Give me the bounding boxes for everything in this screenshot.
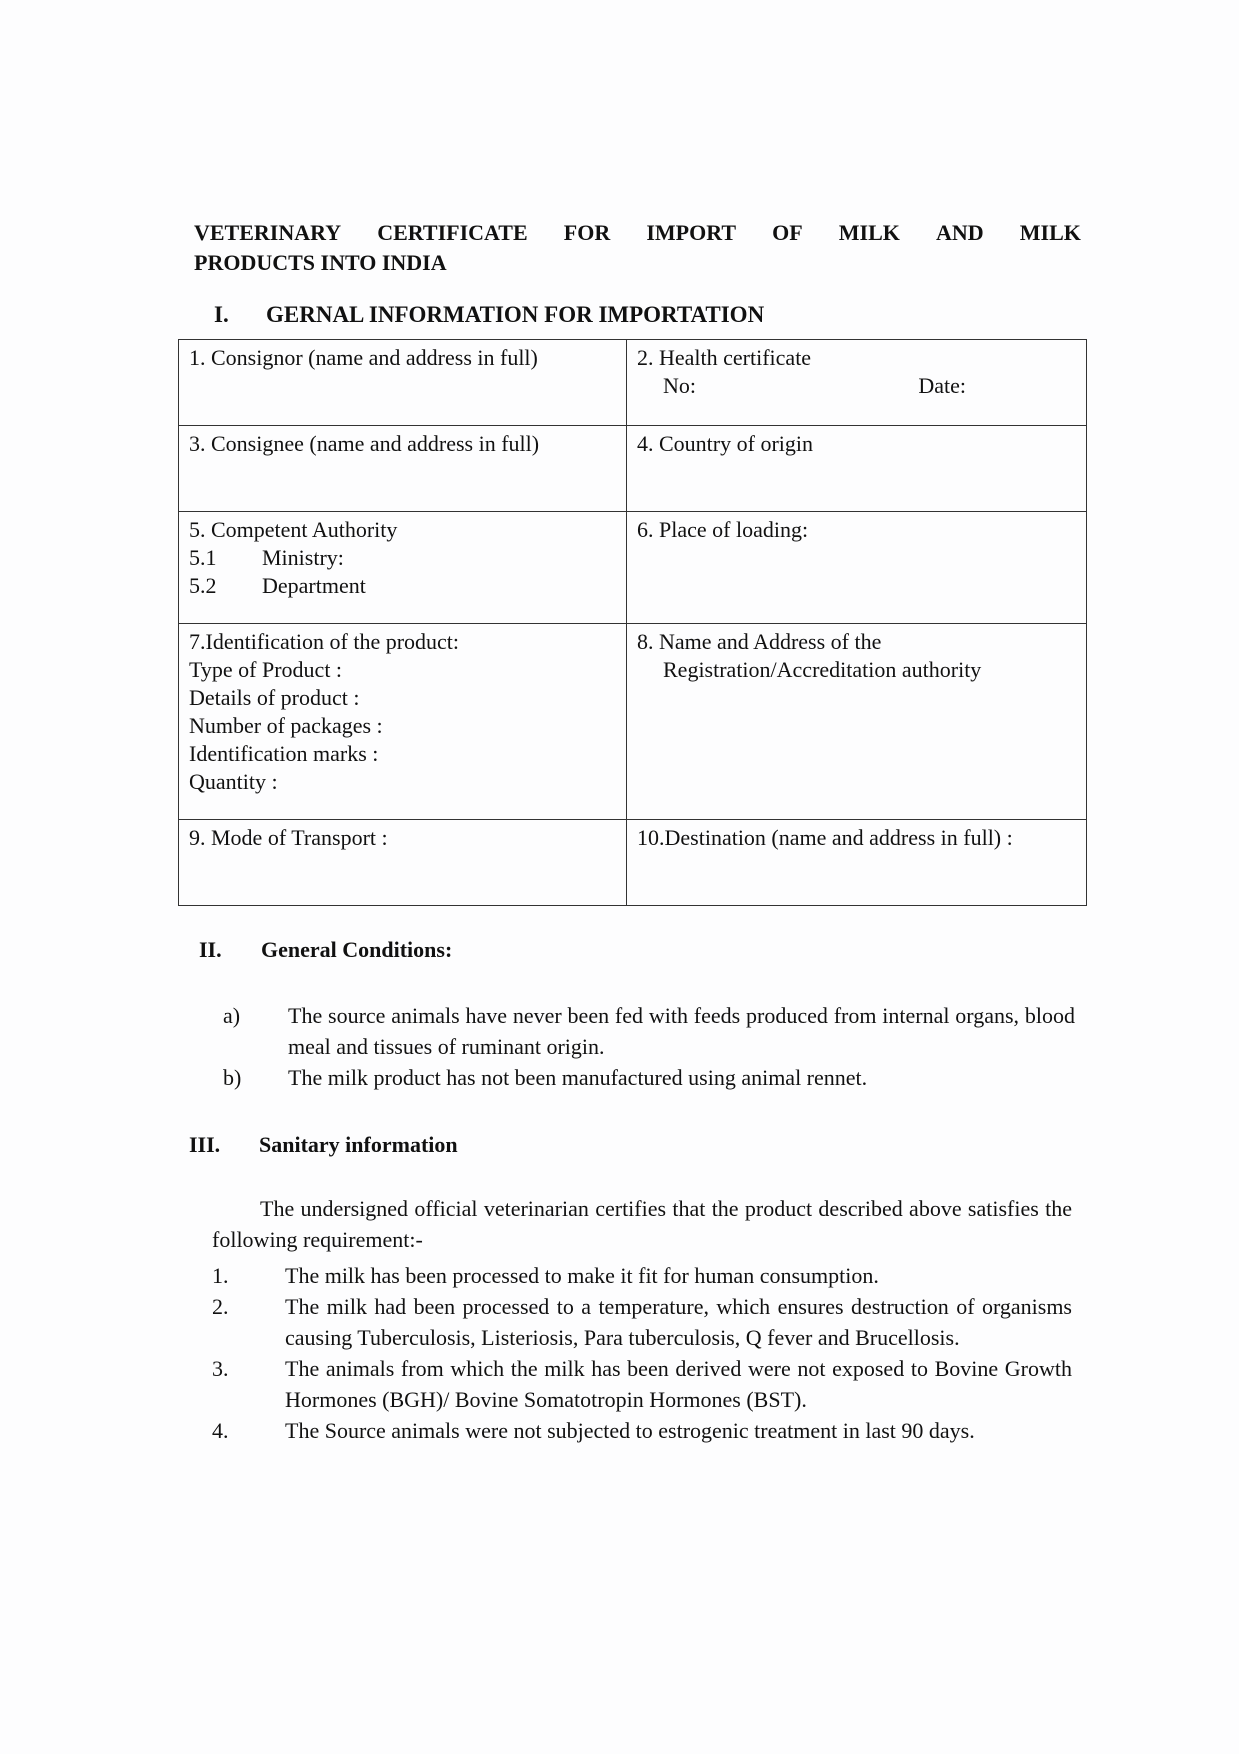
country-label: 4. Country of origin	[637, 431, 813, 456]
title-word: FOR	[563, 220, 611, 245]
ministry-line	[189, 544, 616, 572]
list-item	[212, 1260, 1072, 1291]
consignor-cell	[179, 340, 627, 426]
list-item	[212, 1415, 1072, 1446]
authority-cell	[179, 512, 627, 624]
section-number: II.	[199, 937, 222, 962]
section-1-heading	[214, 302, 764, 328]
section-title: GERNAL INFORMATION FOR IMPORTATION	[266, 302, 765, 327]
identification-cell	[179, 624, 627, 820]
transport-cell	[179, 820, 627, 906]
list-marker: 2.	[212, 1294, 229, 1319]
title-word: IMPORT	[646, 220, 736, 245]
section-number: III.	[189, 1132, 221, 1157]
list-marker: 4.	[212, 1418, 229, 1443]
list-marker: a)	[223, 1003, 241, 1028]
section-3-heading	[189, 1132, 458, 1158]
destination-label: 10.Destination (name and address in full) :	[637, 825, 1013, 850]
list-item	[212, 1353, 1072, 1415]
list-text: The animals from which the milk has been derived were not exposed to Bovine Growth Hormones (BGH)/ Bovine Somatotropin Hormones (BST).	[285, 1356, 1072, 1412]
title-word: CERTIFICATE	[377, 220, 528, 245]
health-certificate-label: 2. Health certificate	[637, 345, 812, 370]
title-line-1	[194, 218, 1081, 248]
general-conditions-list	[223, 1000, 1075, 1093]
country-cell	[627, 426, 1087, 512]
health-cert-no-date	[637, 372, 1076, 400]
list-item	[223, 1062, 1075, 1093]
list-marker: b)	[223, 1065, 242, 1090]
destination-cell	[627, 820, 1087, 906]
section-2-heading	[199, 937, 452, 963]
general-information-table	[178, 339, 1087, 906]
list-item	[212, 1291, 1072, 1353]
title-word: AND	[936, 220, 984, 245]
number-of-packages-label: Number of packages :	[189, 713, 383, 738]
list-text: The milk had been processed to a temperature, which ensures destruction of organisms causing Tuberculosis, Listeriosis, Para tuberculosis, Q fever and Brucellosis.	[285, 1294, 1072, 1350]
section-title: General Conditions:	[261, 937, 453, 962]
identification-marks-label: Identification marks :	[189, 741, 379, 766]
document-title	[194, 218, 1081, 278]
authority-label: 5. Competent Authority	[189, 517, 398, 542]
consignor-label: 1. Consignor (name and address in full)	[189, 345, 538, 370]
department-line	[189, 572, 616, 600]
place-of-loading-label: 6. Place of loading:	[637, 517, 809, 542]
title-word: MILK	[838, 220, 900, 245]
title-word: OF	[772, 220, 803, 245]
list-marker: 3.	[212, 1356, 229, 1381]
list-text: The Source animals were not subjected to estrogenic treatment in last 90 days.	[285, 1418, 975, 1443]
section-title: Sanitary information	[259, 1132, 458, 1157]
registration-authority-cell	[627, 624, 1087, 820]
list-text: The source animals have never been fed with feeds produced from internal organs, blood meal and tissues of ruminant origin.	[288, 1003, 1075, 1059]
table-row	[179, 820, 1087, 906]
place-of-loading-cell	[627, 512, 1087, 624]
registration-label-line-2: Registration/Accreditation authority	[663, 657, 982, 682]
department-label: Department	[262, 573, 366, 598]
department-number: 5.2	[189, 573, 217, 598]
table-row	[179, 624, 1087, 820]
type-of-product-label: Type of Product :	[189, 657, 343, 682]
title-line-2: PRODUCTS INTO INDIA	[194, 250, 447, 275]
table-row	[179, 340, 1087, 426]
table-row	[179, 512, 1087, 624]
details-of-product-label: Details of product :	[189, 685, 360, 710]
consignee-cell	[179, 426, 627, 512]
list-marker: 1.	[212, 1263, 229, 1288]
consignee-label: 3. Consignee (name and address in full)	[189, 431, 540, 456]
sanitary-intro-paragraph: The undersigned official veterinarian certifies that the product described above satisfies the following requirement:-	[212, 1196, 1072, 1252]
sanitary-requirements-list	[212, 1260, 1072, 1446]
ministry-number: 5.1	[189, 545, 217, 570]
health-certificate-cell	[627, 340, 1087, 426]
list-text: The milk has been processed to make it fit for human consumption.	[285, 1263, 879, 1288]
list-text: The milk product has not been manufactured using animal rennet.	[288, 1065, 868, 1090]
table-row	[179, 426, 1087, 512]
health-cert-no-label: No:	[663, 373, 696, 398]
title-word: MILK	[1019, 220, 1081, 245]
transport-label: 9. Mode of Transport :	[189, 825, 388, 850]
section-number: I.	[214, 302, 229, 327]
ministry-label: Ministry:	[262, 545, 344, 570]
health-cert-date-label: Date:	[918, 373, 966, 398]
quantity-label: Quantity :	[189, 769, 278, 794]
identification-label: 7.Identification of the product:	[189, 629, 460, 654]
registration-label-line-1: 8. Name and Address of the	[637, 629, 882, 654]
title-word: VETERINARY	[194, 220, 342, 245]
list-item	[223, 1000, 1075, 1062]
